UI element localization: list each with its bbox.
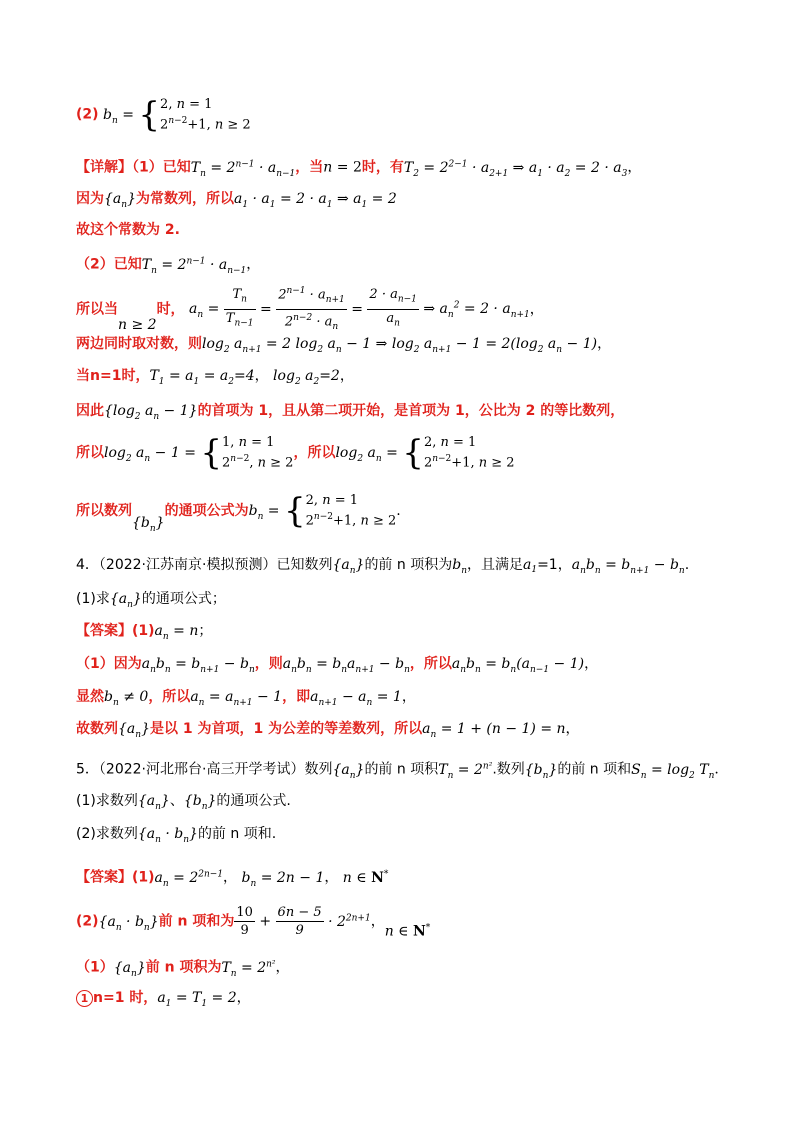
question-5-part-1: (1)求数列$\{a_n\}$、$\{b_n\}$的通项公式. xyxy=(76,793,291,812)
formula-tn-2: $T_n = 2^{n-1} \cdot a_{n-1}$ xyxy=(141,256,247,276)
solution-5-line-2: 1 n=1 时，$a_1 = T_1 = 2$， xyxy=(76,988,251,1014)
formula-log: $\log_2 a_{n+1} = 2$ $\log_2 a_n - 1$ ⇒ $\log_2 a_{n+1} - 1 = 2(\log_2$ $a_n - 1$) xyxy=(202,336,598,355)
solution-4-line-3: 故数列$\{a_n\}$是以 1 为首项，1 为公差的等差数列，所以$a_n = 1 + (n - 1) = n$， xyxy=(76,721,580,740)
formula-a1: $a_1 \cdot a_1 = 2 \cdot a_1$ ⇒ $a_1 = 2$ xyxy=(233,191,397,210)
line-geometric: 因此{$\log_2$ $a_n - 1$}的首项为 1，且从第二项开始，是首项为 1，公比为 2 的等比数列， xyxy=(76,403,625,422)
seq-an: $\{a_n\}$ xyxy=(104,191,136,210)
fraction-tn-over-tn1: $\frac{T_n}{T_{n-1}}$ xyxy=(225,287,254,329)
solution-4-line-1: （1）因为$a_nb_n = b_{n+1} - b_n$，则$a_nb_n = b_na_{n+1} - b_n$，所以$a_nb_n = b_n(a_{n-1} - 1)$， xyxy=(76,656,599,675)
piecewise-log-an: 2, n = 1 $2^{n-2}+1$, n ≥ 2 xyxy=(423,435,515,471)
solution-5-line-1: $(1)\{a_n\}$前 n 项积为$T_n = 2^{n^2}$， xyxy=(76,959,290,979)
detail-tag: 【详解】 xyxy=(76,159,132,176)
fraction-10-9: $\frac{10}{9}$ xyxy=(236,905,253,939)
formula-tn: $T_n = 2^{n-1} \cdot a_{n-1}$ xyxy=(190,159,296,179)
line-logarithm: 两边同时取对数，则$\log_2 a_{n+1} = 2$ $\log_2 a_n - 1$ ⇒ $\log_2 a_{n+1} - 1 = 2(\log_2$ $a_n - 1$)， xyxy=(76,336,612,355)
answer-4: 【答案】$(1)a_n = n$； xyxy=(76,623,213,642)
answer-tag: 【答案】 xyxy=(76,623,132,639)
fraction-powers: $\frac{2^{n-1} \cdot a_{n+1}}{2^{n-2} \cdot a_n}$ xyxy=(276,283,347,336)
fraction-simplified: $\frac{2 \cdot a_{n-1}}{a_n}$ xyxy=(369,287,417,329)
seq-log: {$\log_2$ $a_n - 1$} xyxy=(104,403,198,422)
piecewise-cases: 2, n = 1 $2^{n-2}+1$, n ≥ 2 xyxy=(160,97,251,133)
line-n1: 当n=1时，$T_1 = a_1 = a_2=4$， $\log_2 a_2=2$， xyxy=(76,368,354,387)
formula-t2: $T_2 = 2^{2-1} \cdot a_{2+1}$ ⇒ $a_1 \cdot a_2 = 2 \cdot a_3$ xyxy=(403,159,628,179)
piecewise-bn-final: 2, n = 1 $2^{n-2}+1$, n ≥ 2 xyxy=(305,493,397,529)
line-general-formula: 所以数列$\{b_n\}$的通项公式为$b_n = \{2$, n = 1 $2^{n-2}+1$, n ≥ 2. xyxy=(76,491,401,549)
solution-4-line-2: 显然$b_n \ne 0$，所以$a_n = a_{n+1} - 1$，即$a_{n+1} - a_n = 1$， xyxy=(76,689,416,708)
line-part2-start: （2）已知$T_n = 2^{n-1} \cdot a_{n-1}$， xyxy=(76,256,261,276)
line-constant: 故这个常数为 2. xyxy=(76,222,180,238)
condition-n-ge-2: n ≥ 2 xyxy=(118,317,157,334)
question-5: 5．（2022·河北邢台·高三开学考试）数列$\{a_n\}$的前 n 项积$T_n = 2^{n^2}$.数列$\{b_n\}$的前 n 项和$S_n = \log_2 T_n$. xyxy=(76,761,719,781)
line-ratio: 所以当n ≥ 2时， $a_n$ = $\frac{T_n}{T_{n-1}}$ = $\frac{2^{n-1} \cdot a_{n+1}}{2^{n-2} \cdot a_n}$ = $\frac{2 \cdot a_{n-1}}{a_n}$ ⇒ $a_n^2 = 2 \cdot a_{n+1}$， xyxy=(76,283,544,347)
seq-bn: $\{b_n\}$ xyxy=(132,515,165,534)
formula-bn: $b_n$ = xyxy=(98,106,139,126)
answer-5-part-2: $(2)\{a_n \cdot b_n\}$前 n 项和为 $\frac{10}{9}$ + $\frac{6n - 5}{9}$ · $2^{2n+1}$，n ∈ N* xyxy=(76,905,431,940)
piecewise-brace: { xyxy=(138,94,161,135)
question-4: 4．（2022·江苏南京·模拟预测）已知数列$\{a_n\}$的前 n 项积为$b_n$，且满足$a_1=1$，$a_nb_n = b_{n+1} - b_n$. xyxy=(76,557,690,576)
line-piecewise-log: 所以$\log_2 a_n - 1 = \{1$, n = 1 $2^{n-2}$, n ≥ 2，所以$\log_2 a_n = \{2$, n = 1 $2^{n-2}+1$, n ≥ 2 xyxy=(76,433,515,473)
line-answer-bn xyxy=(76,96,251,133)
piecewise-log-minus-1: 1, n = 1 $2^{n-2}$, n ≥ 2 xyxy=(222,435,294,471)
question-5-part-2: (2)求数列$\{a_n \cdot b_n\}$的前 n 项和. xyxy=(76,826,277,845)
line-detail-1: 【详解】（1）已知$T_n = 2^{n-1} \cdot a_{n-1}$，当n = 2时，有$T_2 = 2^{2-1} \cdot a_{2+1}$ ⇒ $a_1 \cdot a_2 = 2 \cdot a_3$， xyxy=(76,159,642,179)
answer-5-part-1: 【答案】$(1)a_n = 2^{2n-1}$， $b_n = 2n - 1$， n ∈ N* xyxy=(76,869,389,889)
line-detail-2: 因为$\{a_n\}$为常数列，所以$a_1 \cdot a_1 = 2 \cdot a_1$ ⇒ $a_1 = 2$ xyxy=(76,191,397,210)
part-label: (2) xyxy=(76,106,99,123)
question-4-part-1: (1)求$\{a_n\}$的通项公式； xyxy=(76,591,226,610)
fraction-6n-5: $\frac{6n - 5}{9}$ xyxy=(277,905,322,939)
circled-number-1: 1 xyxy=(76,990,93,1007)
